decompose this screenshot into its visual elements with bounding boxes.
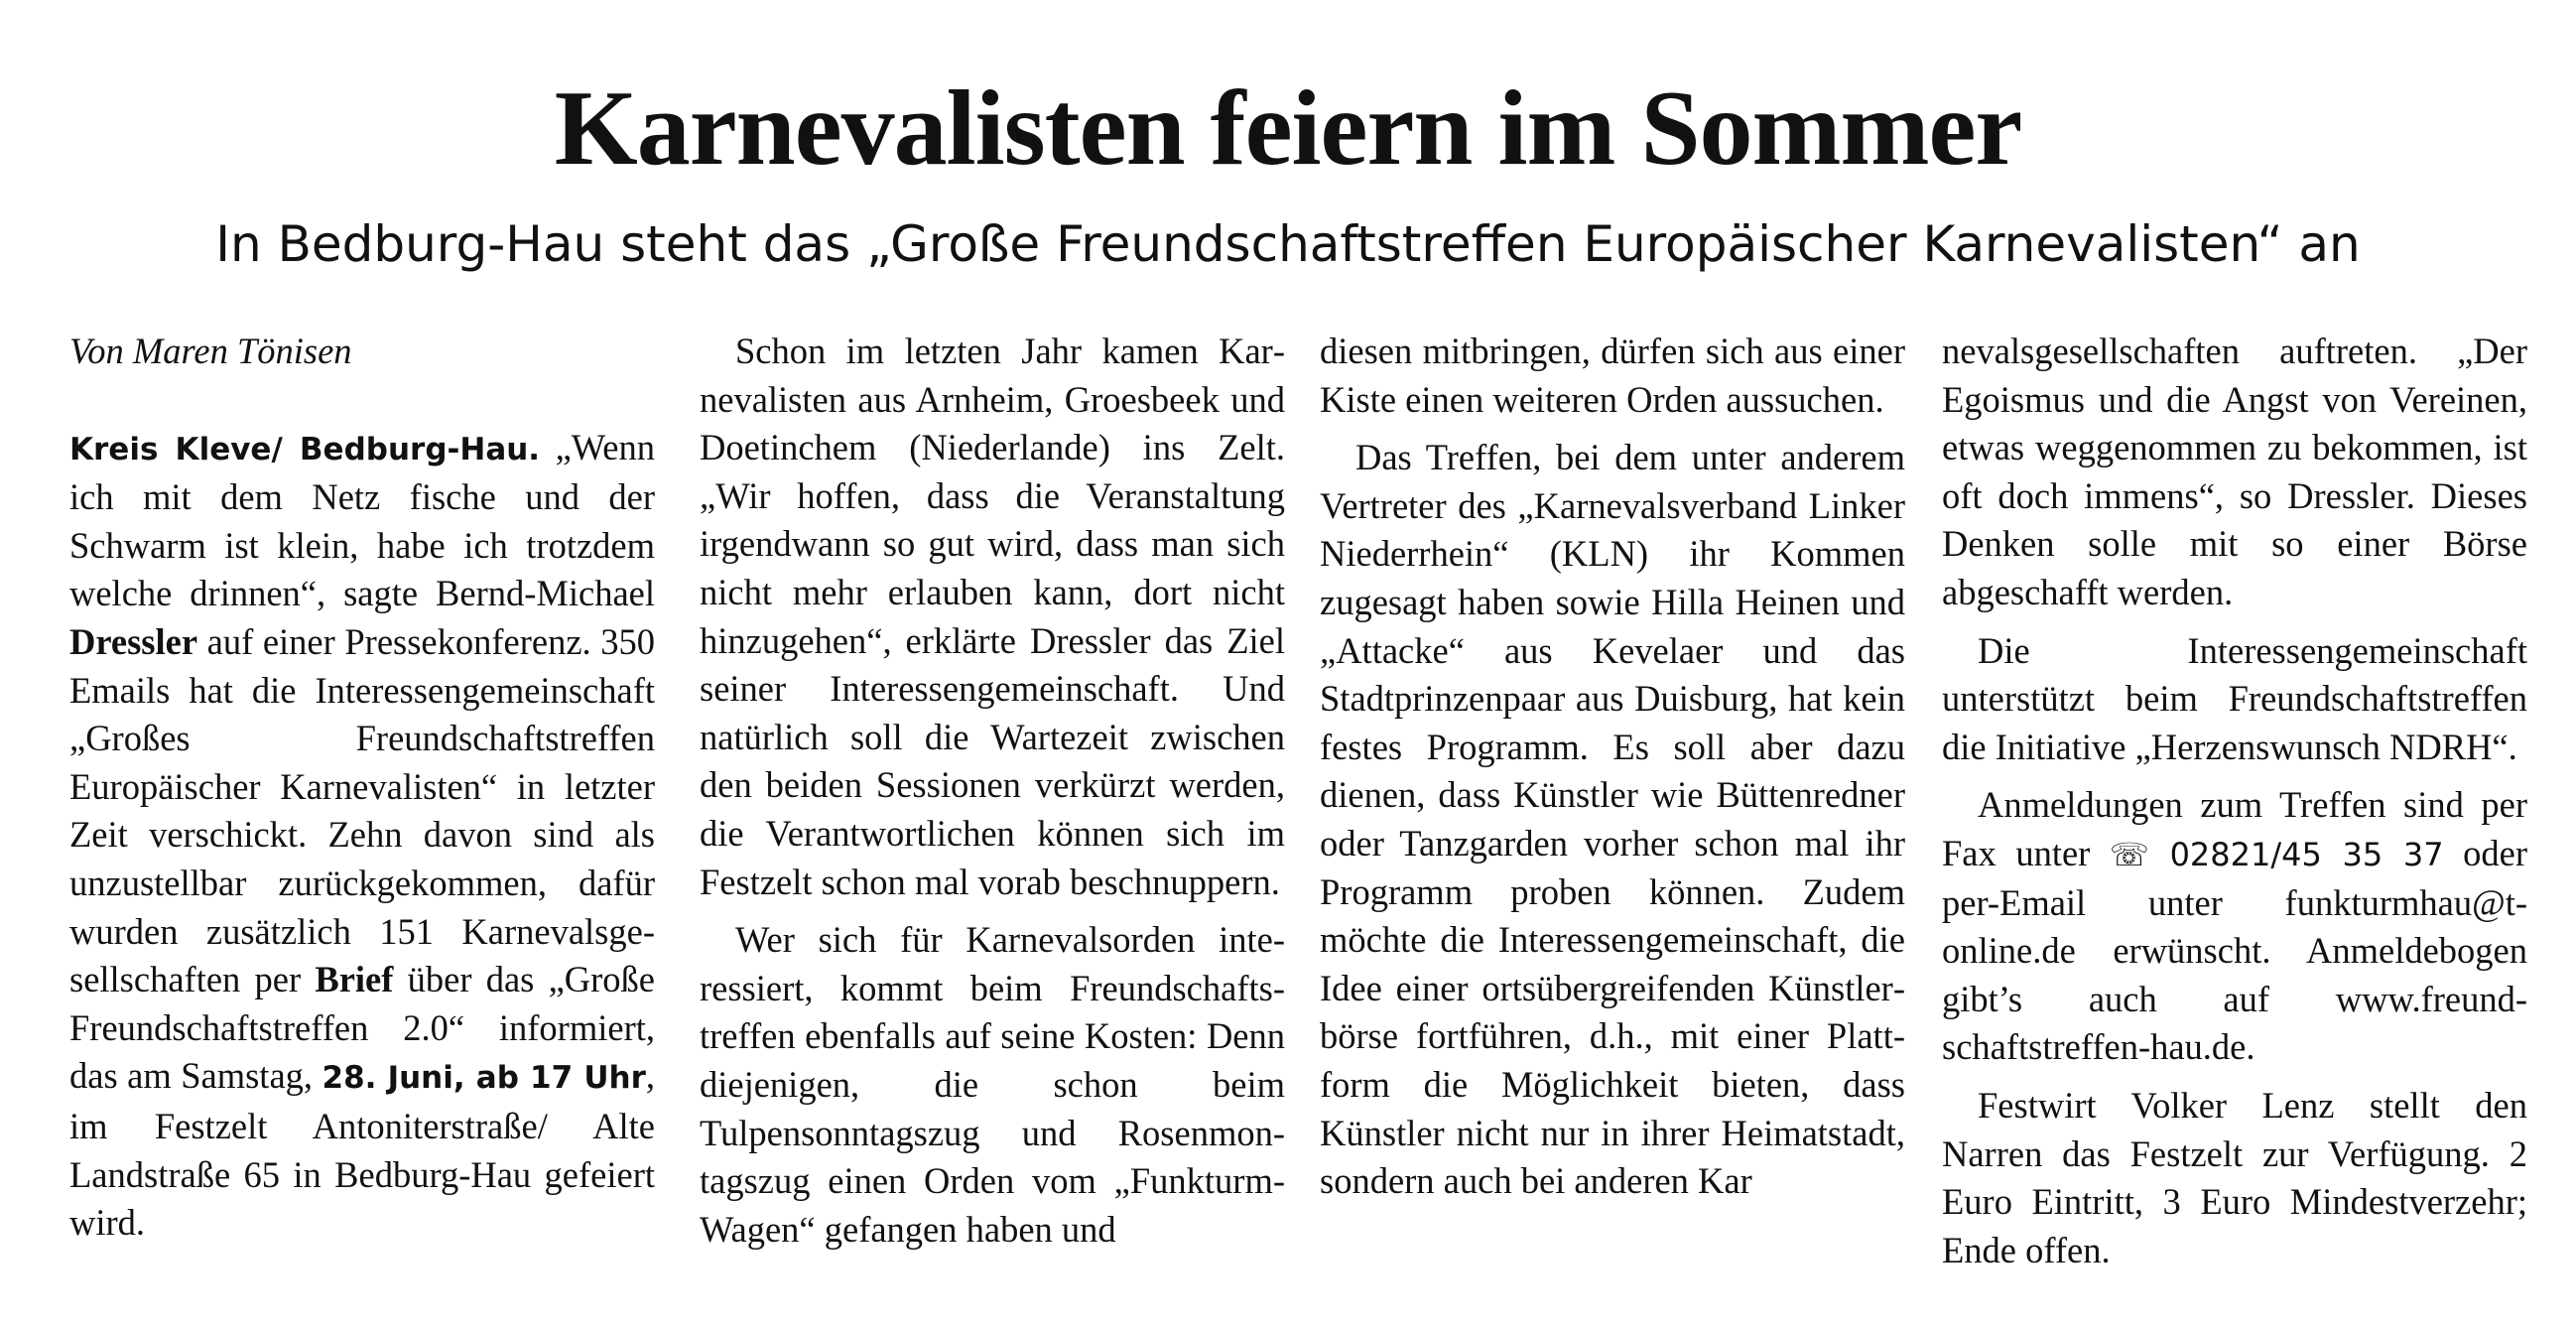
dateline: Kreis Kleve/ Bedburg-Hau. bbox=[69, 431, 541, 467]
paragraph: Schon im letzten Jahr kamen Karnevalisten aus Arnheim, Groesbeek und Doetinchem (Niederlande) ins Zelt. „Wir hoffen, dass die Veranstaltung irgendwann so gut wird, dass man sich nicht mehr erlauben kann, dort nicht hinzugehen“, erklärte Dressler das Ziel seiner Interessengemeinschaft. Und natürlich soll die Wartezeit zwischen den beiden Sessionen verkürzt werden, die Verantwortlichen können sich im Festzelt schon mal vorab beschnuppern. bbox=[700, 331, 1285, 902]
paragraph: Festwirt Volker Lenz stellt den Narren das Festzelt zur Verfügung. 2 Euro Eintritt, 3 Euro Mindestverzehr; Ende offen. bbox=[1942, 1084, 2527, 1270]
paragraph: Wer sich für Karnevalsorden interessiert, kommt beim Freundschaftstreffen ebenfalls auf seine Kosten: Denn diejenigen, die schon beim Tulpensonntagszug und Rosenmontagszug einen Orden vom „Funkturm-Wagen“ gefangen haben und bbox=[700, 919, 1285, 1250]
article-column-1 bbox=[69, 328, 655, 1258]
event-date: 28. Juni, ab 17 Uhr bbox=[322, 1060, 646, 1097]
paragraph: nevalsgesellschaften auftreten. „Der Egoismus und die Angst von Vereinen, etwas weggenommen zu bekommen, ist oft doch immens“, so Dressler. Dieses Denken solle mit so einer Börse abgeschafft werden. bbox=[1942, 331, 2527, 612]
lead-text-part: über das „Große Freundschaftstreffen 2.0“ informiert, das am Samstag, bbox=[69, 959, 655, 1097]
lead-text-part: „Wenn ich mit dem Netz fische und der Schwarm ist klein, habe ich trotzdem welche drinnen“, sagte Bernd-Michael bbox=[69, 426, 655, 614]
contact-text-part: oder per-Email unter funkturmhau@t-online.de erwünscht. Anmeldebogen gibt’s auch auf www.freundschaftstreffen-hau.de. bbox=[1942, 832, 2528, 1068]
contact-text-part: Anmeldungen zum Treffen sind per Fax unter bbox=[1942, 784, 2527, 873]
article-column-2 bbox=[700, 328, 1285, 1264]
subheadline: In Bedburg-Hau steht das „Große Freundschaftstreffen Europäischer Karnevalisten“ an bbox=[215, 215, 2361, 273]
paragraph: diesen mitbringen, dürfen sich aus einer Kiste einen weiteren Orden aussuchen. bbox=[1320, 331, 1905, 420]
paragraph: Das Treffen, bei dem unter anderem Vertreter des „Karnevalsverband Linker Niederrhein“ (KLN) ihr Kommen zugesagt haben sowie Hilla Heinen und „Attacke“ aus Kevelaer und das Stadtprinzenpaar aus Duisburg, hat kein festes Programm. Es soll aber dazu dienen, dass Künstler wie Büttenredner oder Tanzgarden vorher schon mal ihr Programm proben können. Zudem möchte die Interessengemeinschaft, die Idee einer ortsübergreifenden Künstlerbörse fortführen, d.h., mit einer Plattform die Möglichkeit bieten, dass Künstler nicht nur in ihrer Heimatstadt, sondern auch bei anderen Kar bbox=[1320, 437, 1905, 1202]
bold-brief: Brief bbox=[315, 959, 394, 1000]
lead-paragraph bbox=[69, 424, 655, 1248]
byline: Von Maren Tönisen bbox=[69, 331, 352, 371]
lead-text-part: , im Festzelt Antoniterstraße/ Alte Landstraße 65 in Bedburg-Hau gefeiert wird. bbox=[69, 1055, 655, 1244]
lead-text-part: auf einer Pressekonferenz. 350 Emails hat die Interessengemeinschaft „Großes Freundschaftstreffen Europäischer Karnevalisten“ in letzter Zeit verschickt. Zehn davon sind als unzustellbar zurückgekommen, dafür wurden zusätzlich 151 Karnevalsgesellschaften per bbox=[69, 620, 655, 1000]
article-column-4 bbox=[1942, 328, 2527, 1284]
paragraph: Die Interessengemeinschaft unterstützt beim Freundschaftstreffen die Initiative „Herzenswunsch NDRH“. bbox=[1942, 629, 2527, 767]
headline: Karnevalisten feiern im Sommer bbox=[554, 69, 2022, 188]
bold-name: Dressler bbox=[69, 620, 198, 662]
contact-paragraph bbox=[1942, 781, 2527, 1072]
phone-number: ☏ 02821/45 35 37 bbox=[2109, 835, 2444, 873]
article-column-3 bbox=[1320, 328, 1905, 1216]
